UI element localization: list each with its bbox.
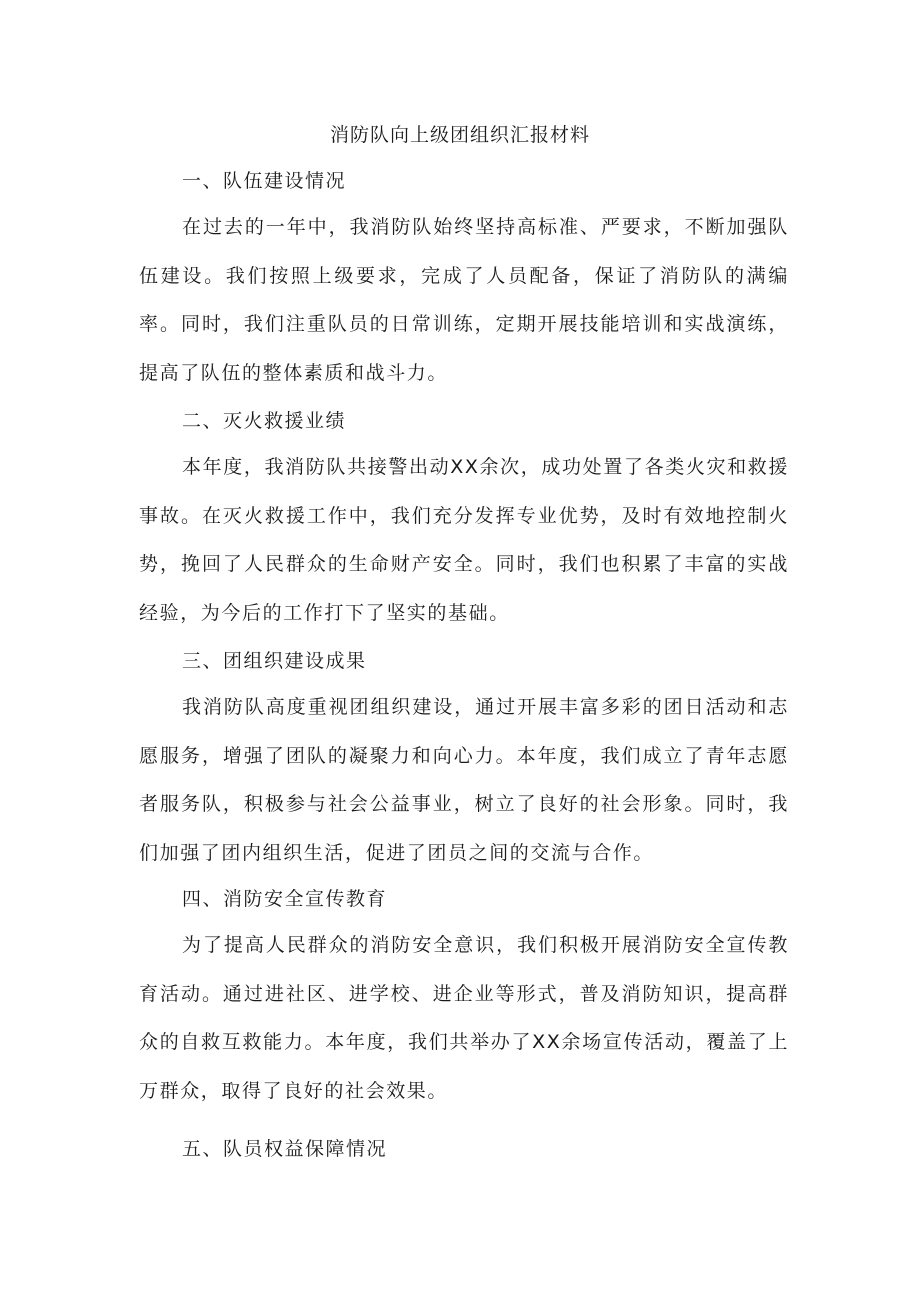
document-title: 消防队向上级团组织汇报材料 xyxy=(329,124,590,146)
section-body-fire-safety-education: 为了提高人民群众的消防安全意识，我们积极开展消防安全宣传教育活动。通过进社区、进学校、进企业等形式，普及消防知识，提高群众的自救互救能力。本年度，我们共举办了XX余场宣传活动，覆盖了上万群众，取得了良好的社会效果。 xyxy=(139,934,789,1102)
section-heading-team-building: 一、队伍建设情况 xyxy=(182,170,347,192)
section-heading-member-rights: 五、队员权益保障情况 xyxy=(182,1138,388,1160)
section-heading-youth-league-achievements: 三、团组织建设成果 xyxy=(182,650,367,672)
section-body-firefighting-results: 本年度，我消防队共接警出动XX余次，成功处置了各类火灾和救援事故。在灭火救援工作中，我们充分发挥专业优势，及时有效地控制火势，挽回了人民群众的生命财产安全。同时，我们也积累了丰富的实战经验，为今后的工作打下了坚实的基础。 xyxy=(139,456,789,624)
section-heading-firefighting-results: 二、灭火救援业绩 xyxy=(182,410,347,432)
section-body-team-building: 在过去的一年中，我消防队始终坚持高标准、严要求，不断加强队伍建设。我们按照上级要求，完成了人员配备，保证了消防队的满编率。同时，我们注重队员的日常训练，定期开展技能培训和实战演练，提高了队伍的整体素质和战斗力。 xyxy=(139,216,789,384)
section-heading-fire-safety-education: 四、消防安全宣传教育 xyxy=(182,888,388,910)
section-body-youth-league-achievements: 我消防队高度重视团组织建设，通过开展丰富多彩的团日活动和志愿服务，增强了团队的凝聚力和向心力。本年度，我们成立了青年志愿者服务队，积极参与社会公益事业，树立了良好的社会形象。同时，我们加强了团内组织生活，促进了团员之间的交流与合作。 xyxy=(139,696,789,864)
